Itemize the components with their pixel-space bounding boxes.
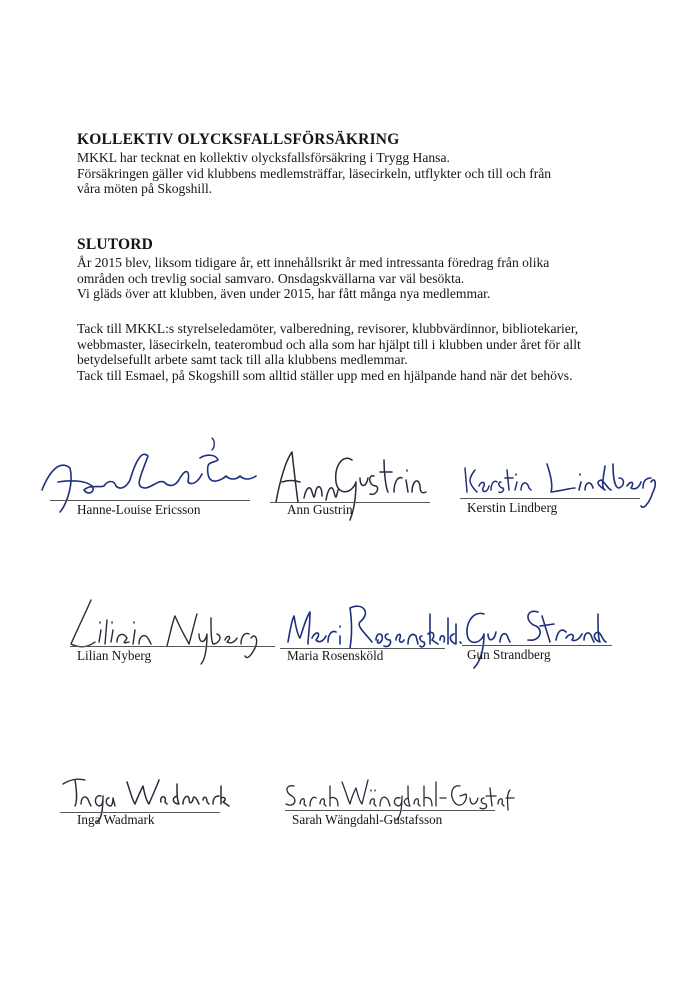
signature-block <box>55 590 265 700</box>
text-line: MKKL har tecknat en kollektiv olycksfallsförsäkring i Trygg Hansa. <box>77 150 450 165</box>
signature-block <box>280 760 490 870</box>
heading-insurance: KOLLEKTIV OLYCKSFALLSFÖRSÄKRING <box>77 131 400 148</box>
signatory-name: Lilian Nyberg <box>77 648 152 663</box>
text-line: Vi gläds över att klubben, även under 2015, har fått många nya medlemmar. <box>77 286 491 302</box>
signature-block <box>270 430 480 540</box>
signature-line <box>462 645 612 646</box>
text-line: webbmaster, läsecirkeln, teaterombud och alla som har hjälpt till i klubben under året för allt <box>77 336 581 352</box>
signature-block <box>30 430 240 540</box>
closing-paragraph-2 <box>77 321 581 383</box>
text-line: År 2015 blev, liksom tidigare år, ett innehållsrikt år med intressanta föredrag från olika <box>77 255 550 270</box>
handwritten-signature-icon <box>462 590 642 690</box>
signature-line <box>285 810 495 811</box>
handwritten-signature-icon <box>55 760 225 860</box>
text-line: områden och trevlig social samvaro. Onsdagskvällarna var väl besökta. <box>77 270 465 286</box>
signature-block <box>280 590 490 700</box>
signature-line <box>70 646 275 647</box>
signatory-name: Hanne-Louise Ericsson <box>77 502 201 517</box>
text-line: Tack till Esmael, på Skogshill som alltid ställer upp med en hjälpande hand när det behövs. <box>77 367 573 383</box>
signatory-name: Kerstin Lindberg <box>467 500 558 515</box>
insurance-paragraph <box>77 150 551 197</box>
text-line: betydelsefullt arbete samt tack till alla klubbens medlemmar. <box>77 352 408 368</box>
heading-closing: SLUTORD <box>77 236 154 253</box>
text-line: våra möten på Skogshill. <box>77 181 213 197</box>
signature-block <box>462 590 672 700</box>
signature-block <box>455 430 665 540</box>
signatory-name: Maria Rosensköld <box>287 648 384 663</box>
signatory-name: Inga Wadmark <box>77 812 155 827</box>
handwritten-signature-icon <box>55 590 275 690</box>
signature-block <box>55 760 265 870</box>
signature-line <box>460 498 640 499</box>
signature-line <box>50 500 250 501</box>
signatory-name: Gun Strandberg <box>467 647 551 662</box>
signatory-name: Ann Gustrin <box>287 502 353 517</box>
closing-paragraph-1 <box>77 255 549 302</box>
signatory-name: Sarah Wängdahl-Gustafsson <box>292 812 443 827</box>
text-line: Försäkringen gäller vid klubbens medlemsträffar, läsecirkeln, utflykter och till och från <box>77 165 552 181</box>
handwritten-signature-icon <box>280 590 450 690</box>
text-line: Tack till MKKL:s styrelseledamöter, valberedning, revisorer, klubbvärdinnor, bibliotekarier, <box>77 321 579 336</box>
